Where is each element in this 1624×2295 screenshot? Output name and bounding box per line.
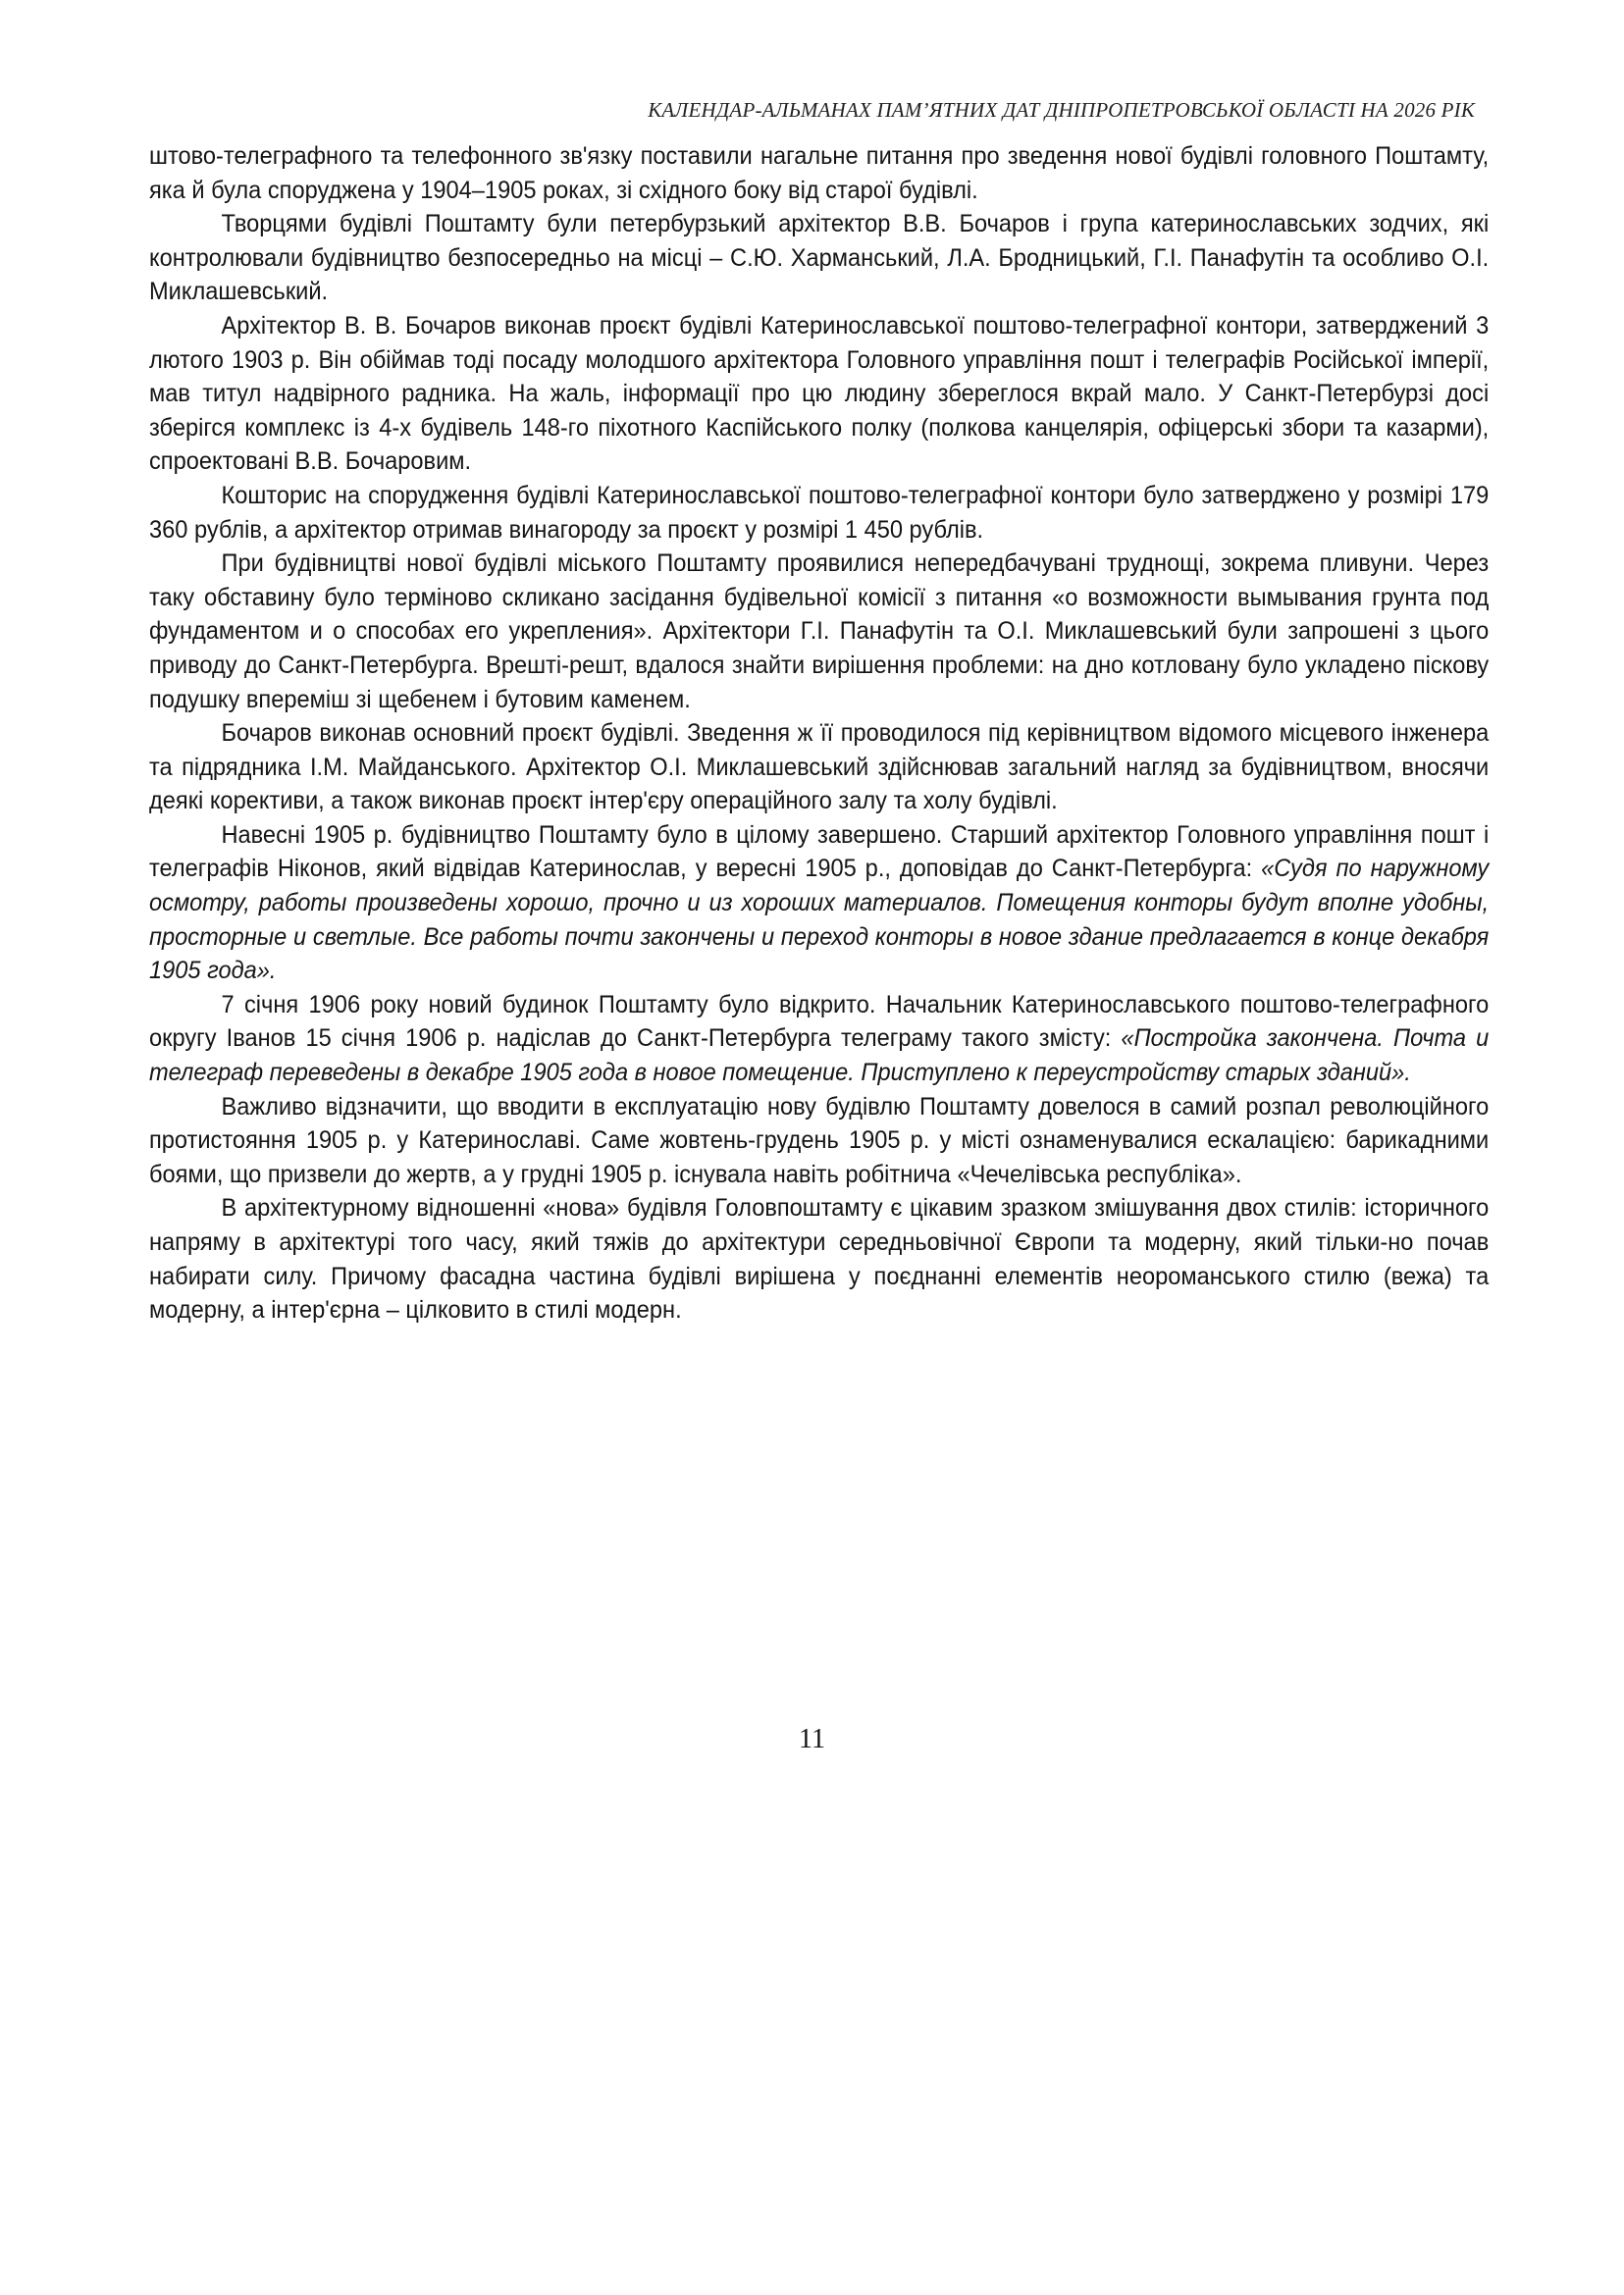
paragraph-5 <box>149 547 1489 716</box>
paragraph-3 <box>149 309 1489 479</box>
paragraph-text: Важливо відзначити, що вводити в експлуатацію нову будівлю Поштамту довелося в самий розпал революційного протистояння 1905 р. у Катеринославі. Саме жовтень-грудень 1905 р. у місті ознаменувалися ескалацією: барикадними боями, що призвели до жертв, а у грудні 1905 р. існувала навіть робітнича «Чечелівська республіка». <box>149 1092 1490 1188</box>
paragraph-1 <box>149 139 1489 207</box>
paragraph-text: При будівництві нової будівлі міського Поштамту проявилися непередбачувані труднощі, зокрема пливуни. Через таку обставину було терміново скликано засідання будівельної комісії з питання «о возможности вымывания грунта под фундаментом и о способах его укрепления». Архітектори Г.І. Панафутін та О.І. Миклашевський були запрошені з цього приводу до Санкт-Петербурга. Врешті-решт, вдалося знайти вирішення проблеми: на дно котловану було укладено піскову подушку впереміш зі щебенем і бутовим каменем. <box>149 549 1490 713</box>
paragraph-6 <box>149 716 1489 818</box>
paragraph-text: Навесні 1905 р. будівництво Поштамту було в цілому завершено. Старший архітектор Головного управління пошт і телеграфів Ніконов, який відвідав Катеринослав, у вересні 1905 р., доповідав до Санкт-Петербурга: <box>149 820 1490 883</box>
paragraph-9 <box>149 1090 1489 1192</box>
paragraph-text: 7 січня 1906 року новий будинок Поштамту було відкрито. Начальник Катеринославського поштово-телеграфного округу Іванов 15 січня 1906 р. надіслав до Санкт-Петербурга телеграму такого змісту: <box>149 990 1490 1053</box>
paragraph-8 <box>149 988 1489 1090</box>
paragraph-text: Кошторис на спорудження будівлі Катеринославської поштово-телеграфної контори було затверджено у розмірі 179 360 рублів, а архітектор отримав винагороду за проєкт у розмірі 1 450 рублів. <box>149 481 1490 544</box>
quote-text: «Постройка закончена. Почта и телеграф переведены в декабре 1905 года в новое помещение. Приступлено к переустройству старых зданий». <box>149 1024 1490 1087</box>
body-text <box>149 139 1489 1328</box>
running-header: КАЛЕНДАР-АЛЬМАНАХ ПАМ’ЯТНИХ ДАТ ДНІПРОПЕТРОВСЬКОЇ ОБЛАСТІ НА 2026 РІК <box>648 98 1475 122</box>
page-number: 11 <box>799 1724 825 1754</box>
quote-text: «Судя по наружному осмотру, работы произведены хорошо, прочно и из хороших материалов. Помещения конторы будут вполне удобны, просторные и светлые. Все работы почти закончены и переход конторы в новое здание предлагается в конце декабря 1905 года». <box>149 855 1490 985</box>
paragraph-text: В архітектурному відношенні «нова» будівля Головпоштамту є цікавим зразком змішування двох стилів: історичного напряму в архітектурі того часу, який тяжів до архітектури середньовічної Європи та модерну, який тільки-но почав набирати силу. Причому фасадна частина будівлі вирішена у поєднанні елементів неороманського стилю (вежа) та модерну, а інтер'єрна – цілковито в стилі модерн. <box>149 1194 1490 1325</box>
paragraph-7 <box>149 818 1489 988</box>
paragraph-text: Творцями будівлі Поштамту були петербурзький архітектор В.В. Бочаров і група катеринославських зодчих, які контролювали будівництво безпосередньо на місці – С.Ю. Харманський, Л.А. Бродницький, Г.І. Панафутін та особливо О.І. Миклашевський. <box>149 210 1490 306</box>
paragraph-10 <box>149 1191 1489 1327</box>
paragraph-2 <box>149 207 1489 309</box>
paragraph-text: штово-телеграфного та телефонного зв'язку поставили нагальне питання про зведення нової будівлі головного Поштамту, яка й була споруджена у 1904–1905 роках, зі східного боку від старої будівлі. <box>149 142 1490 204</box>
paragraph-4 <box>149 479 1489 547</box>
paragraph-text: Архітектор В. В. Бочаров виконав проєкт будівлі Катеринославської поштово-телеграфної контори, затверджений 3 лютого 1903 р. Він обіймав тоді посаду молодшого архітектора Головного управління пошт і телеграфів Російської імперії, мав титул надвірного радника. На жаль, інформації про цю людину збереглося вкрай мало. У Санкт-Петербурзі досі зберігся комплекс із 4-х будівель 148-го піхотного Каспійського полку (полкова канцелярія, офіцерські збори та казарми), спроектовані В.В. Бочаровим. <box>149 311 1490 476</box>
paragraph-text: Бочаров виконав основний проєкт будівлі. Зведення ж її проводилося під керівництвом відомого місцевого інженера та підрядника І.М. Майданського. Архітектор О.І. Миклашевський здійснював загальний нагляд за будівництвом, вносячи деякі корективи, а також виконав проєкт інтер'єру операційного залу та холу будівлі. <box>149 719 1490 815</box>
